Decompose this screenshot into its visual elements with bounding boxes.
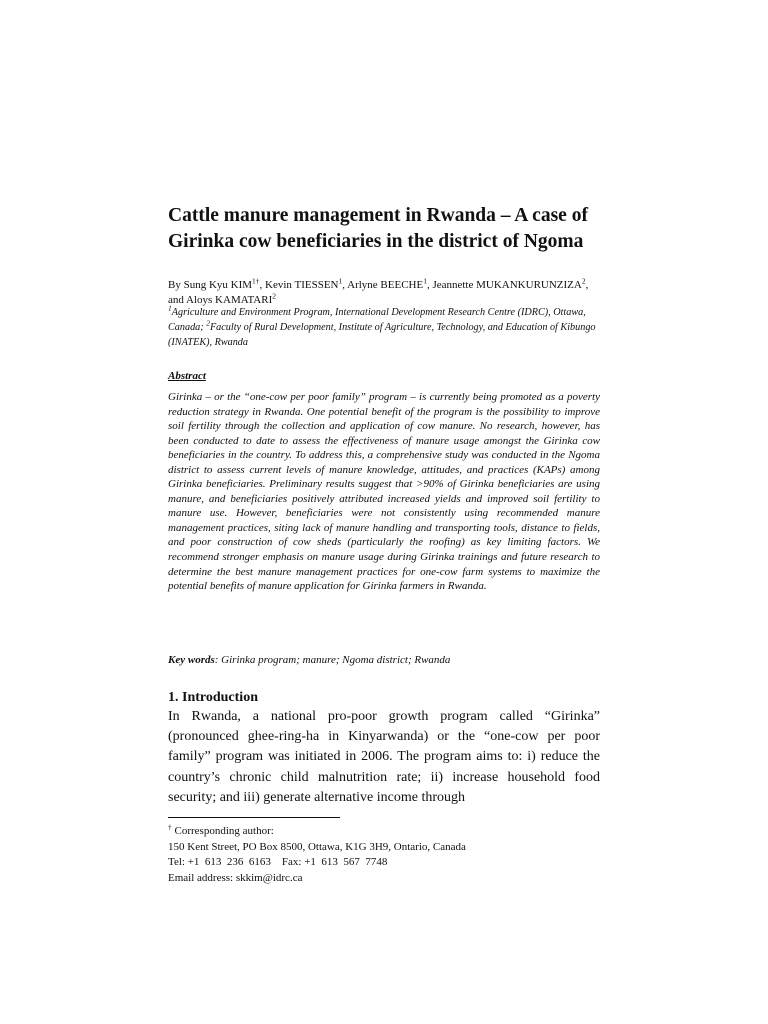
footnote-marker: † (168, 822, 172, 832)
keywords-label: Key words (168, 654, 215, 666)
footnote-label: Corresponding author: (171, 825, 274, 837)
footnote (168, 824, 600, 886)
footnote-divider (168, 817, 340, 818)
author-list (168, 278, 600, 308)
affiliation-text: Agriculture and Environment Program, International Development Research Centre (IDRC), Ottawa, Canada; (168, 307, 586, 333)
affiliation-marker: 2 (206, 318, 210, 328)
affiliations (168, 305, 600, 350)
author-name: By Sung Kyu KIM (168, 279, 253, 291)
author-name: , and Aloys KAMATARI (168, 279, 589, 306)
author-affiliation-marker: 2 (272, 291, 276, 301)
author-affiliation-marker: 1 (338, 276, 343, 286)
paper-title: Cattle manure management in Rwanda – A case of Girinka cow beneficiaries in the district of Ngoma (168, 205, 588, 252)
abstract-text: Girinka – or the “one-cow per poor family” program – is currently being promoted as a poverty reduction strategy in Rwanda. One potential benefit of the program is the possibility to improve soil fertility through the collection and application of cow manure. No research, however, has been conducted to date to assess the effectiveness of manure usage amongst the Girinka cow beneficiaries in the country. To address this, a comprehensive study was conducted in the Ngoma district to assess current levels of manure knowledge, attitudes, and practices (KAPs) among Girinka beneficiaries. Preliminary results suggest that >90% of Girinka beneficiaries are using manure, and beneficiaries positively attributed increased yields and improved soil fertility to manure use. However, beneficiaries were not consistently using recommended manure management practices, siting lack of manure handling and transporting tools, distance to fields, and poor construction of cow sheds (particularly the roofing) as key limiting factors. We recommend stronger emphasis on manure usage during Girinka trainings and future research to determine the best manure management practices for one-cow farm systems to maximize the potential benefits of manure application for Girinka farmers in Rwanda. (168, 391, 600, 593)
abstract-heading: Abstract (168, 370, 206, 382)
author-name: , Kevin TIESSEN (259, 279, 339, 291)
section-heading-introduction: 1. Introduction (168, 690, 258, 705)
paper-page (168, 0, 600, 1024)
author-affiliation-marker: 1 (423, 276, 427, 286)
introduction-text: In Rwanda, a national pro-poor growth program called “Girinka” (pronounced ghee-ring-ha in Kinyarwanda) or the “one-cow per poor family” program was initiated in 2006. The program aims to: i) reduce the country’s chronic child malnutrition rate; ii) increase household food security; and iii) generate alternative income through (168, 709, 600, 805)
author-affiliation-marker: 2 (581, 276, 586, 286)
affiliation-text: Faculty of Rural Development, Institute of Agriculture, Technology, and Education of Kibungo (INATEK), Rwanda (168, 322, 596, 348)
footnote-phone: Tel: +1 613 236 6163 Fax: +1 613 567 7748 (168, 856, 388, 868)
keywords (168, 653, 600, 668)
author-name: , Arlyne BEECHE (342, 279, 424, 291)
footnote-email: Email address: skkim@idrc.ca (168, 871, 303, 884)
keywords-list: : Girinka program; manure; Ngoma district; Rwanda (214, 654, 451, 666)
author-affiliation-marker: 1† (252, 276, 260, 286)
footnote-address: 150 Kent Street, PO Box 8500, Ottawa, K1G 3H9, Ontario, Canada (168, 840, 466, 853)
affiliation-marker: 1 (168, 303, 172, 313)
author-name: , Jeannette MUKANKURUNZIZA (426, 279, 582, 291)
